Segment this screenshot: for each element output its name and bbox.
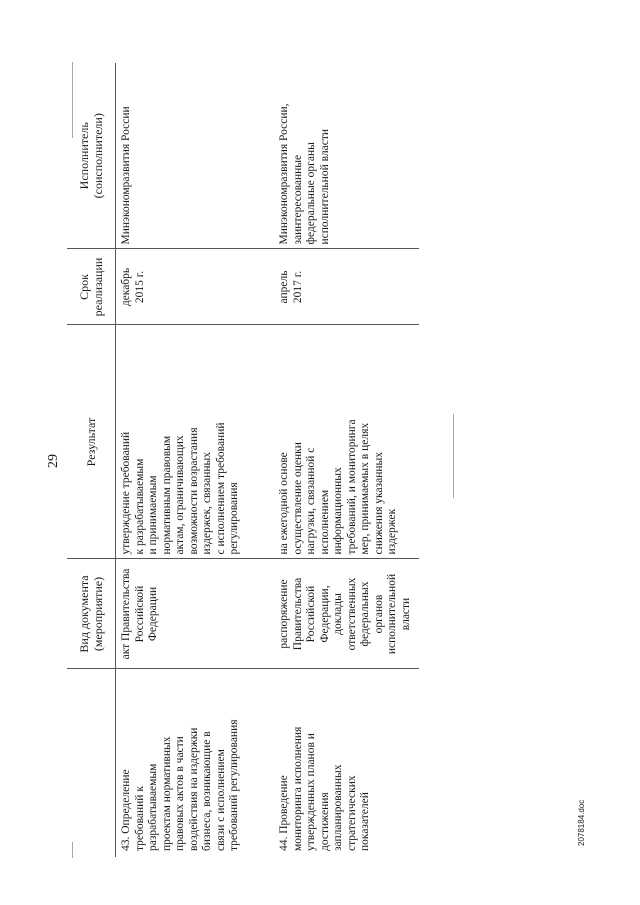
- cell-task: 44. Проведение мониторинга исполнения утвержденных планов и достижения запланированных стратегических показателей: [278, 726, 371, 851]
- cell-result: на ежегодной основе осуществление оценки нагрузки, связанной с исполнением информационных требований, и мониторинга мер, принимаемых в целях снижения указанных издержек: [274, 325, 419, 559]
- header-term: [67, 249, 116, 325]
- header-doc-type-line2: (мероприятие): [91, 576, 105, 652]
- header-term-line1: Срок: [77, 274, 91, 300]
- table-row: [116, 63, 275, 857]
- table-header-row: [67, 63, 116, 857]
- header-result: Результат: [67, 325, 116, 559]
- page-number: 29: [46, 454, 61, 468]
- header-term-line2: реализации: [91, 257, 105, 317]
- cell-doc-type: распоряжение Правительства Российской Федерации, доклады ответственных федеральных органов исполнительной власти: [274, 559, 419, 669]
- cell-doc-type: акт Правительства Российской Федерации: [116, 559, 275, 669]
- cell-executor: Минэкономразвития России: [116, 63, 275, 249]
- cell-executor: Минэкономразвития России, заинтересованные федеральные органы исполнительной власти: [274, 63, 419, 249]
- cell-term: апрель 2017 г.: [274, 249, 419, 325]
- document-reference: 2078184.doc: [577, 799, 586, 846]
- header-executor-line1: Исполнитель: [77, 122, 91, 190]
- header-executor: [67, 63, 116, 249]
- header-executor-line2: (соисполнители): [91, 113, 105, 199]
- header-doc-type: [67, 559, 116, 669]
- measures-table: [67, 63, 419, 857]
- cell-task: 43. Определение требований к разрабатываемым проектам нормативных правовых актов в части воздействия на издержки бизнеса, возникающие в связи с исполнением требований регулирования: [120, 719, 240, 851]
- scan-mark: [453, 414, 454, 498]
- cell-term: декабрь 2015 г.: [116, 249, 275, 325]
- header-doc-type-line1: Вид документа: [77, 575, 91, 653]
- header-task: [67, 669, 116, 857]
- table-row: [274, 63, 419, 857]
- cell-result: утверждение требований к разрабатываемым и принимаемым нормативным правовым актам, ограничивающих возможности возрастания издержек, связанных с исполнением требований регулирования: [116, 325, 275, 559]
- measures-table-container: [67, 63, 412, 857]
